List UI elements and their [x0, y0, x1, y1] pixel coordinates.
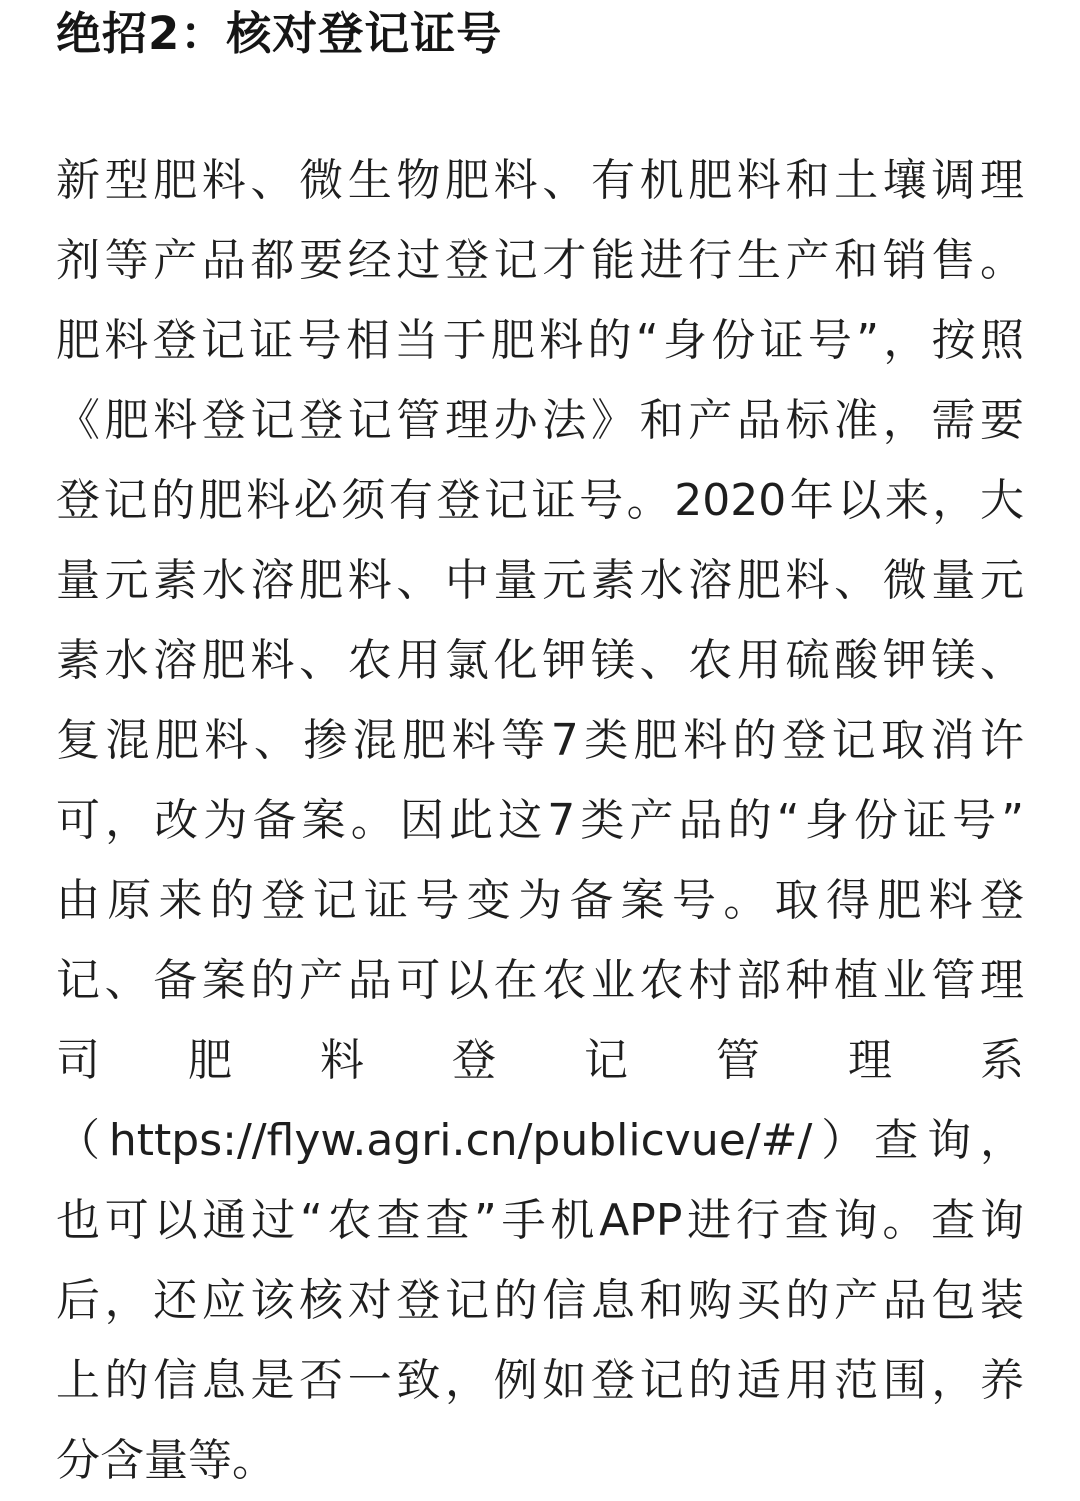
paragraph-line: 记、备案的产品可以在农业农村部种植业管理 — [56, 955, 1024, 1006]
paragraph-line: 可，改为备案。因此这7类产品的“身份证号” — [56, 795, 1024, 846]
paragraph-line: 分含量等。 — [56, 1435, 276, 1486]
paragraph-line: 肥料登记证号相当于肥料的“身份证号”，按照 — [56, 315, 1024, 366]
url-line: （https://flyw.agri.cn/publicvue/#/）查询， — [56, 1115, 1024, 1166]
section-heading: 绝招2：核对登记证号 — [56, 7, 503, 60]
paragraph-line: 《肥料登记登记管理办法》和产品标准，需要 — [56, 395, 1024, 446]
paragraph-line: 新型肥料、微生物肥料、有机肥料和土壤调理 — [56, 155, 1024, 206]
paragraph-line: 司 肥 料 登 记 管 理 系 — [56, 1035, 1024, 1086]
paragraph-line: 复混肥料、掺混肥料等7类肥料的登记取消许 — [56, 715, 1024, 766]
paragraph-line: 后，还应该核对登记的信息和购买的产品包装 — [56, 1275, 1024, 1326]
paragraph-line: 素水溶肥料、农用氯化钾镁、农用硫酸钾镁、 — [56, 635, 1024, 686]
paragraph-line: 由原来的登记证号变为备案号。取得肥料登 — [56, 875, 1024, 926]
paragraph-line: 剂等产品都要经过登记才能进行生产和销售。 — [56, 235, 1024, 286]
paragraph-line: 量元素水溶肥料、中量元素水溶肥料、微量元 — [56, 555, 1024, 606]
article — [56, 0, 1024, 1486]
paragraph-line: 上的信息是否一致，例如登记的适用范围，养 — [56, 1355, 1024, 1406]
paragraph-line: 也可以通过“农查查”手机APP进行查询。查询 — [56, 1195, 1024, 1246]
article-paragraph — [56, 141, 1024, 1501]
paragraph-line: 登记的肥料必须有登记证号。2020年以来，大 — [56, 475, 1024, 526]
